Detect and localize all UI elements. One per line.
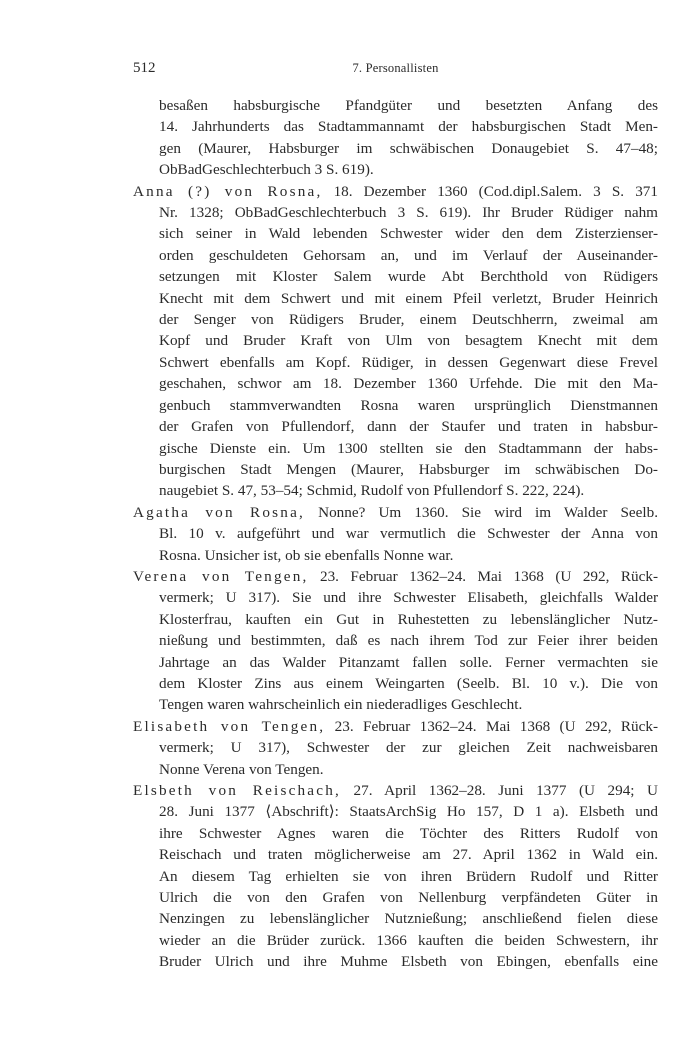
page-body xyxy=(133,95,658,973)
text-line: setzungen mit Kloster Salem wurde Abt Berchthold von Rüdigers xyxy=(159,268,658,286)
text-line: Nenzingen zu lebenslänglicher Nutznießung; anschließend fielen diese xyxy=(159,910,658,928)
text-line: orden geschuldeten Gehorsam an, und im Verlauf der Auseinander- xyxy=(159,246,658,264)
entry-first-line xyxy=(133,502,658,523)
entry-agatha xyxy=(133,502,658,566)
entry-name: Agatha von Rosna, xyxy=(133,503,306,521)
text-line: Schwert ebenfalls am Kopf. Rüdiger, in dessen Gegenwart diese Frevel xyxy=(159,353,658,371)
entry-first-line xyxy=(133,716,658,737)
entry-continuation xyxy=(133,95,658,181)
text-line: Nr. 1328; ObBadGeschlechterbuch 3 S. 619). Ihr Bruder Rüdiger nahm xyxy=(159,204,658,222)
page-number: 512 xyxy=(133,60,156,76)
entry-name: Elsbeth von Reischach, xyxy=(133,782,341,799)
entry-elsbeth xyxy=(133,780,658,973)
text-line: Bl. 10 v. aufgeführt und war vermutlich die Schwester der Anna von xyxy=(159,525,658,543)
entry-name: Elisabeth von Tengen, xyxy=(133,717,326,735)
text-line: nießung und bestimmten, daß es nach ihrem Tod zur Feier ihrer beiden xyxy=(159,632,658,650)
text-line: Reischach und traten möglicherweise am 27. April 1362 in Wald ein. xyxy=(159,846,658,864)
entry-name: Verena von Tengen, xyxy=(133,567,309,585)
text-line: Kopf und Bruder Kraft von Ulm von besagtem Knecht mit dem xyxy=(159,332,658,350)
entry-name: Anna (?) von Rosna, xyxy=(133,182,323,200)
text-line: naugebiet S. 47, 53–54; Schmid, Rudolf von Pfullendorf S. 222, 224). xyxy=(159,482,585,500)
entry-elisabeth xyxy=(133,716,658,780)
text-line: Jahrtage an das Walder Pitanzamt fallen solle. Ferner vermachten sie xyxy=(159,653,658,671)
running-head: 7. Personallisten xyxy=(352,61,439,75)
text-line: Knecht mit dem Schwert und mit einem Pfeil verletzt, Bruder Heinrich xyxy=(159,289,658,307)
entry-first-line xyxy=(133,566,658,587)
text-line: Rosna. Unsicher ist, ob sie ebenfalls Nonne war. xyxy=(159,546,454,564)
entry-anna xyxy=(133,181,658,502)
text-line: wieder an die Brüder zurück. 1366 kauften die beiden Schwestern, ihr xyxy=(159,931,658,949)
text-line: vermerk; U 317). Sie und ihre Schwester Elisabeth, gleichfalls Walder xyxy=(159,589,658,607)
entry-verena xyxy=(133,566,658,716)
text-line: der Senger von Rüdigers Bruder, einem Deutschherrn, zweimal am xyxy=(159,311,658,329)
text-line: vermerk; U 317), Schwester der zur gleichen Zeit nachweisbaren xyxy=(159,739,658,757)
text-line: Tengen waren wahrscheinlich ein niederadliges Geschlecht. xyxy=(159,696,523,714)
text-line: gen (Maurer, Habsburger im schwäbischen Donaugebiet S. 47–48; xyxy=(159,139,658,157)
entry-first-rest: Nonne? Um 1360. Sie wird im Walder Seelb. xyxy=(318,503,659,521)
page-header xyxy=(133,60,658,80)
entry-first-line xyxy=(133,780,658,801)
entry-first-line xyxy=(133,181,658,202)
text-line: 14. Jahrhunderts das Stadtammannamt der habsburgischen Stadt Men- xyxy=(159,118,658,136)
entry-first-rest: 23. Februar 1362–24. Mai 1368 (U 292, Rück- xyxy=(319,567,658,585)
text-line: burgischen Stadt Mengen (Maurer, Habsburger im schwäbischen Do- xyxy=(159,460,658,478)
entry-first-rest: 18. Dezember 1360 (Cod.dipl.Salem. 3 S. 371 xyxy=(333,182,658,200)
text-line: ObBadGeschlechterbuch 3 S. 619). xyxy=(159,161,374,179)
text-line: der Grafen von Pfullendorf, dann der Staufer und traten in habsbur- xyxy=(159,418,658,436)
text-line: genbuch stammverwandten Rosna waren ursprünglich Dienstmannen xyxy=(159,396,658,414)
text-line: sich seiner in Wald lebenden Schwester wider den dem Zisterzienser- xyxy=(159,225,658,243)
text-line: An diesem Tag erhielten sie von ihren Brüdern Rudolf und Ritter xyxy=(159,867,658,885)
text-line: Ulrich die von den Grafen von Nellenburg verpfändeten Güter in xyxy=(159,889,658,907)
text-line: ihre Schwester Agnes waren die Töchter des Ritters Rudolf von xyxy=(159,824,658,842)
text-line: geschahen, schwor am 18. Dezember 1360 Urfehde. Die mit den Ma- xyxy=(159,375,658,393)
text-line: gische Dienste ein. Um 1300 stellten sie den Stadtammann der habs- xyxy=(159,439,658,457)
entry-first-rest: 27. April 1362–28. Juni 1377 (U 294; U xyxy=(353,782,658,799)
text-line: besaßen habsburgische Pfandgüter und besetzten Anfang des xyxy=(159,97,658,114)
text-line: Nonne Verena von Tengen. xyxy=(159,760,324,778)
text-line: 28. Juni 1377 ⟨Abschrift⟩: StaatsArchSig Ho 157, D 1 a). Elsbeth und xyxy=(159,803,658,821)
entry-first-rest: 23. Februar 1362–24. Mai 1368 (U 292, Rück- xyxy=(334,717,659,735)
text-line: Bruder Ulrich und ihre Muhme Elsbeth von Ebingen, ebenfalls eine xyxy=(159,953,658,971)
text-line: Klosterfrau, kauften ein Gut in Ruhestetten zu lebenslänglicher Nutz- xyxy=(159,610,658,628)
text-line: dem Kloster Zins aus einem Weingarten (Seelb. Bl. 10 v.). Die von xyxy=(159,674,658,692)
